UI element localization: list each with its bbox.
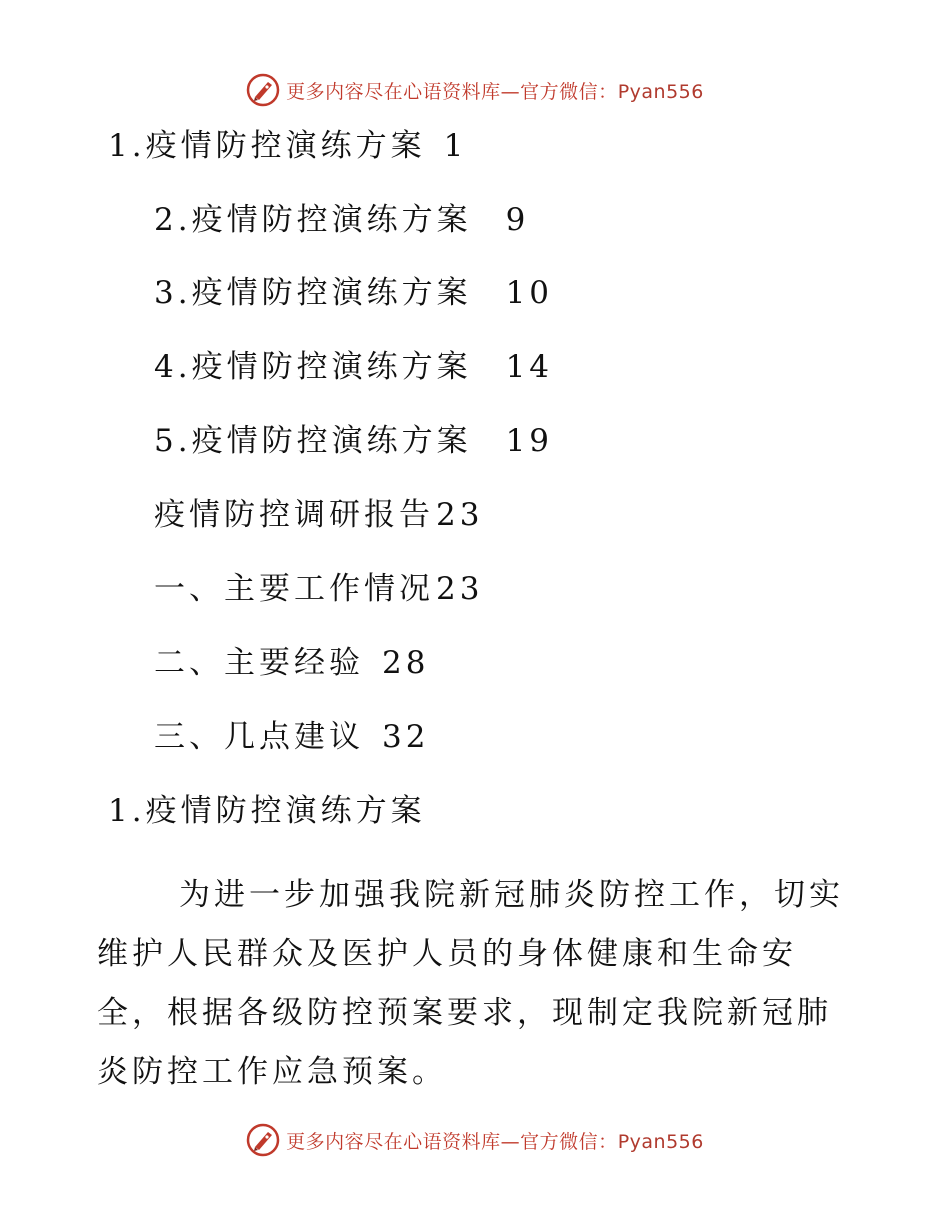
pen-logo-icon bbox=[246, 73, 280, 107]
toc-entry-6 bbox=[154, 497, 484, 533]
toc-entry-page: 9 bbox=[505, 202, 530, 238]
toc-entry-page: 14 bbox=[505, 349, 554, 385]
section-heading: 1.疫情防控演练方案 bbox=[108, 793, 426, 829]
toc-entry-label: 2.疫情防控演练方案 bbox=[154, 202, 472, 238]
toc-entry-7 bbox=[154, 571, 484, 607]
toc-entry-4 bbox=[154, 349, 554, 385]
toc-entry-8 bbox=[154, 645, 430, 681]
toc-entry-page: 10 bbox=[505, 275, 554, 311]
toc-entry-page: 32 bbox=[382, 719, 430, 755]
toc-entry-label: 二、主要经验 bbox=[154, 645, 364, 681]
toc-entry-page: 1 bbox=[443, 128, 468, 164]
pen-logo-icon bbox=[246, 1123, 280, 1157]
watermark-banner-top bbox=[0, 70, 950, 110]
watermark-text: 更多内容尽在心语资料库—官方微信：Pyan556 bbox=[286, 1130, 704, 1153]
toc-entry-label: 三、几点建议 bbox=[154, 719, 364, 755]
toc-entry-label: 3.疫情防控演练方案 bbox=[154, 275, 472, 311]
toc-entry-label: 1.疫情防控演练方案 bbox=[108, 128, 426, 164]
toc-entry-5 bbox=[154, 423, 554, 459]
toc-entry-1 bbox=[108, 128, 468, 164]
watermark-text: 更多内容尽在心语资料库—官方微信：Pyan556 bbox=[286, 80, 704, 103]
watermark-banner-bottom bbox=[0, 1120, 950, 1160]
toc-entry-label: 5.疫情防控演练方案 bbox=[154, 423, 472, 459]
toc-entry-2 bbox=[154, 202, 530, 238]
toc-entry-page: 19 bbox=[505, 423, 554, 459]
toc-entry-3 bbox=[154, 275, 554, 311]
toc-entry-page: 28 bbox=[382, 645, 430, 681]
toc-entry-label: 一、主要工作情况 bbox=[154, 571, 434, 607]
toc-entry-9 bbox=[154, 719, 430, 755]
toc-entry-page: 23 bbox=[436, 497, 484, 533]
toc-entry-label: 4.疫情防控演练方案 bbox=[154, 349, 472, 385]
toc-entry-page: 23 bbox=[436, 571, 484, 607]
toc-entry-label: 疫情防控调研报告 bbox=[154, 497, 434, 533]
body-paragraph: 为进一步加强我院新冠肺炎防控工作，切实维护人民群众及医护人员的身体健康和生命安全，根据各级防控预案要求，现制定我院新冠肺炎防控工作应急预案。 bbox=[97, 877, 844, 1090]
